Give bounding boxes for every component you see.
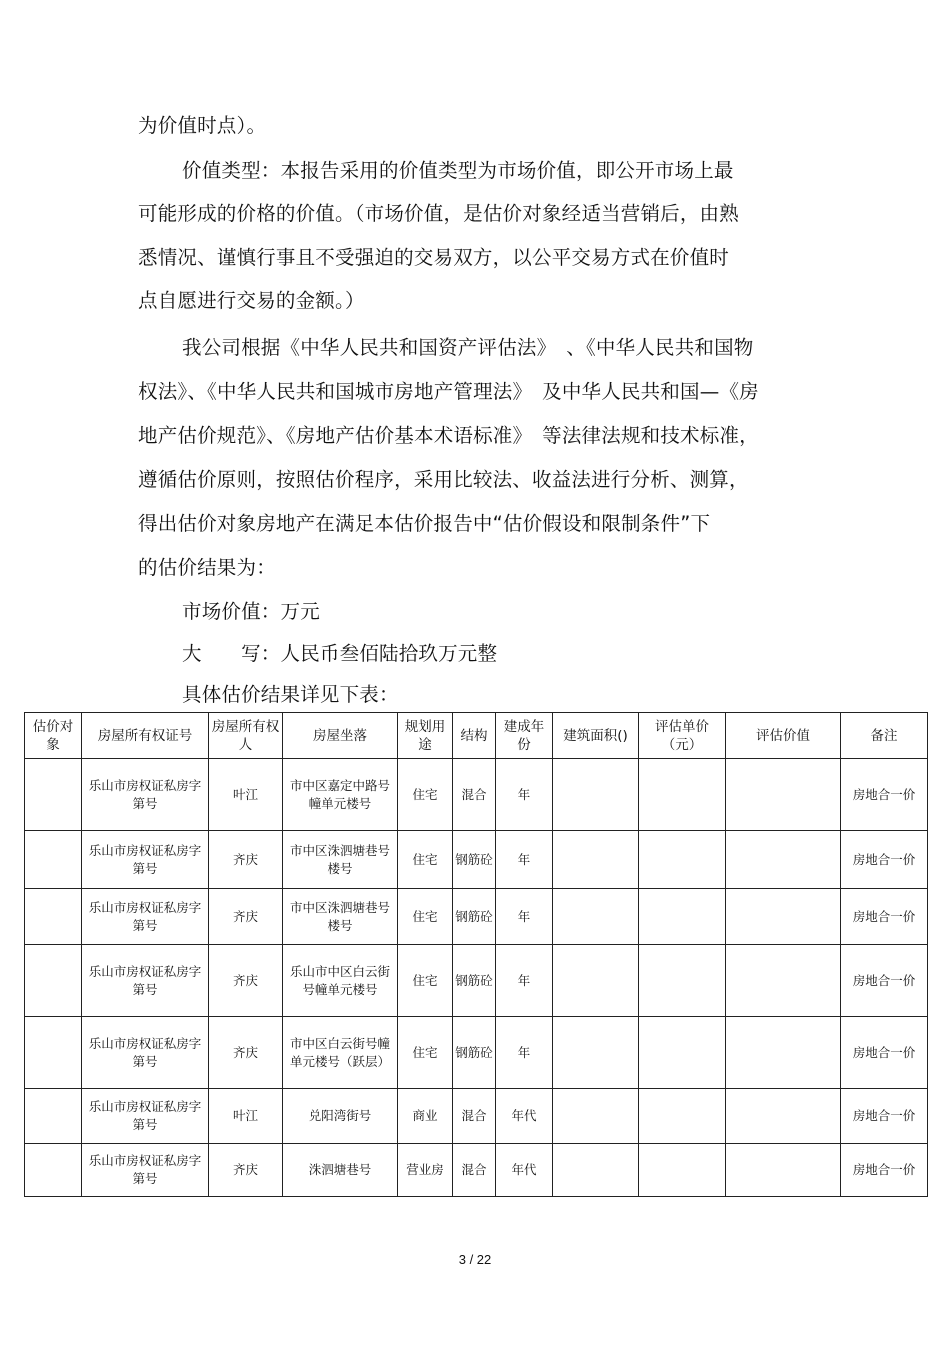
cell-structure: 钢筋砼 <box>453 1017 496 1089</box>
cell-certificate: 乐山市房权证私房字第号 <box>82 1017 209 1089</box>
cell-location: 市中区洙泗塘巷号楼号 <box>283 889 398 945</box>
table-row <box>25 1017 928 1089</box>
paragraph-line: 得出估价对象房地产在满足本估价报告中“估价假设和限制条件”下 <box>138 512 711 535</box>
cell-certificate: 乐山市房权证私房字第号 <box>82 1144 209 1197</box>
cell-location: 洙泗塘巷号 <box>283 1144 398 1197</box>
cell-owner: 齐庆 <box>209 1017 283 1089</box>
cell-usage: 住宅 <box>398 831 453 889</box>
cell-value <box>726 1089 841 1144</box>
cell-location: 市中区嘉定中路号幢单元楼号 <box>283 759 398 831</box>
cell-structure: 混合 <box>453 1089 496 1144</box>
cell-value <box>726 831 841 889</box>
table-intro-line: 具体估价结果详见下表： <box>182 683 399 706</box>
paragraph-line: 价值类型：本报告采用的价值类型为市场价值，即公开市场上最 <box>182 159 734 182</box>
cell-remarks: 房地合一价 <box>841 1144 928 1197</box>
cell-certificate: 乐山市房权证私房字第号 <box>82 945 209 1017</box>
cell-object <box>25 831 82 889</box>
paragraph-line: 点自愿进行交易的金额。） <box>138 289 365 312</box>
cell-area <box>553 1017 639 1089</box>
cell-owner: 齐庆 <box>209 1144 283 1197</box>
cell-year: 年代 <box>496 1089 553 1144</box>
cell-unit-price <box>639 759 726 831</box>
cell-area <box>553 1089 639 1144</box>
cell-unit-price <box>639 831 726 889</box>
header-remarks: 备注 <box>841 713 928 759</box>
cell-value <box>726 1017 841 1089</box>
cell-structure: 钢筋砼 <box>453 889 496 945</box>
cell-area <box>553 759 639 831</box>
paragraph-line: 为价值时点）。 <box>138 114 267 137</box>
market-value-line: 市场价值：万元 <box>182 600 320 623</box>
cell-object <box>25 889 82 945</box>
cell-owner: 齐庆 <box>209 945 283 1017</box>
cell-object <box>25 1089 82 1144</box>
cell-year: 年代 <box>496 1144 553 1197</box>
cell-area <box>553 889 639 945</box>
cell-certificate: 乐山市房权证私房字第号 <box>82 831 209 889</box>
cell-certificate: 乐山市房权证私房字第号 <box>82 1089 209 1144</box>
cell-structure: 钢筋砼 <box>453 945 496 1017</box>
cell-remarks: 房地合一价 <box>841 945 928 1017</box>
cell-location: 市中区洙泗塘巷号楼号 <box>283 831 398 889</box>
cell-unit-price <box>639 1144 726 1197</box>
table-row <box>25 1144 928 1197</box>
cell-owner: 叶江 <box>209 1089 283 1144</box>
cell-year: 年 <box>496 759 553 831</box>
cell-usage: 住宅 <box>398 1017 453 1089</box>
cell-unit-price <box>639 1089 726 1144</box>
table-row <box>25 759 928 831</box>
cell-owner: 齐庆 <box>209 889 283 945</box>
cell-usage: 住宅 <box>398 889 453 945</box>
cell-year: 年 <box>496 889 553 945</box>
paragraph-line: 可能形成的价格的价值。（市场价值，是估价对象经适当营销后，由熟 <box>138 202 739 225</box>
table-row <box>25 945 928 1017</box>
cell-object <box>25 945 82 1017</box>
header-value: 评估价值 <box>726 713 841 759</box>
cell-structure: 钢筋砼 <box>453 831 496 889</box>
cell-value <box>726 1144 841 1197</box>
paragraph-line: 地产估价规范》、《房地产估价基本术语标准》 等法律法规和技术标准， <box>138 424 759 447</box>
cell-owner: 叶江 <box>209 759 283 831</box>
header-area: 建筑面积() <box>553 713 639 759</box>
cell-object <box>25 1144 82 1197</box>
cell-year: 年 <box>496 1017 553 1089</box>
table-row <box>25 831 928 889</box>
header-object: 估价对象 <box>25 713 82 759</box>
cell-object <box>25 759 82 831</box>
cell-usage: 营业房 <box>398 1144 453 1197</box>
cell-unit-price <box>639 1017 726 1089</box>
cell-value <box>726 889 841 945</box>
cell-structure: 混合 <box>453 1144 496 1197</box>
cell-area <box>553 831 639 889</box>
cell-area <box>553 945 639 1017</box>
cell-remarks: 房地合一价 <box>841 759 928 831</box>
cell-usage: 商业 <box>398 1089 453 1144</box>
cell-location: 市中区白云街号幢单元楼号（跃层） <box>283 1017 398 1089</box>
cell-area <box>553 1144 639 1197</box>
cell-certificate: 乐山市房权证私房字第号 <box>82 759 209 831</box>
header-structure: 结构 <box>453 713 496 759</box>
cell-object <box>25 1017 82 1089</box>
paragraph-line: 的估价结果为： <box>138 556 276 579</box>
cell-usage: 住宅 <box>398 945 453 1017</box>
cell-remarks: 房地合一价 <box>841 889 928 945</box>
cell-location: 乐山市中区白云街号幢单元楼号 <box>283 945 398 1017</box>
amount-in-words-line: 大 写：人民币叁佰陆拾玖万元整 <box>182 642 498 665</box>
cell-usage: 住宅 <box>398 759 453 831</box>
cell-year: 年 <box>496 945 553 1017</box>
cell-owner: 齐庆 <box>209 831 283 889</box>
cell-value <box>726 945 841 1017</box>
paragraph-line: 遵循估价原则，按照估价程序，采用比较法、收益法进行分析、测算， <box>138 468 749 491</box>
cell-value <box>726 759 841 831</box>
header-owner: 房屋所有权人 <box>209 713 283 759</box>
valuation-results-table <box>24 712 927 1197</box>
cell-unit-price <box>639 889 726 945</box>
cell-location: 兑阳湾街号 <box>283 1089 398 1144</box>
cell-structure: 混合 <box>453 759 496 831</box>
page-number: 3 / 22 <box>458 1252 492 1267</box>
table-header-row <box>25 713 928 759</box>
paragraph-line: 我公司根据《中华人民共和国资产评估法》 、《中华人民共和国物 <box>182 336 754 359</box>
header-usage: 规划用途 <box>398 713 453 759</box>
cell-remarks: 房地合一价 <box>841 831 928 889</box>
cell-remarks: 房地合一价 <box>841 1089 928 1144</box>
table-row <box>25 1089 928 1144</box>
header-year: 建成年份 <box>496 713 553 759</box>
cell-remarks: 房地合一价 <box>841 1017 928 1089</box>
cell-unit-price <box>639 945 726 1017</box>
header-certificate: 房屋所有权证号 <box>82 713 209 759</box>
header-unit-price: 评估单价（元） <box>639 713 726 759</box>
paragraph-line: 权法》、《中华人民共和国城市房地产管理法》 及中华人民共和国—《房 <box>138 380 759 403</box>
cell-certificate: 乐山市房权证私房字第号 <box>82 889 209 945</box>
paragraph-line: 悉情况、谨慎行事且不受强迫的交易双方，以公平交易方式在价值时 <box>138 246 730 269</box>
table-row <box>25 889 928 945</box>
header-location: 房屋坐落 <box>283 713 398 759</box>
cell-year: 年 <box>496 831 553 889</box>
